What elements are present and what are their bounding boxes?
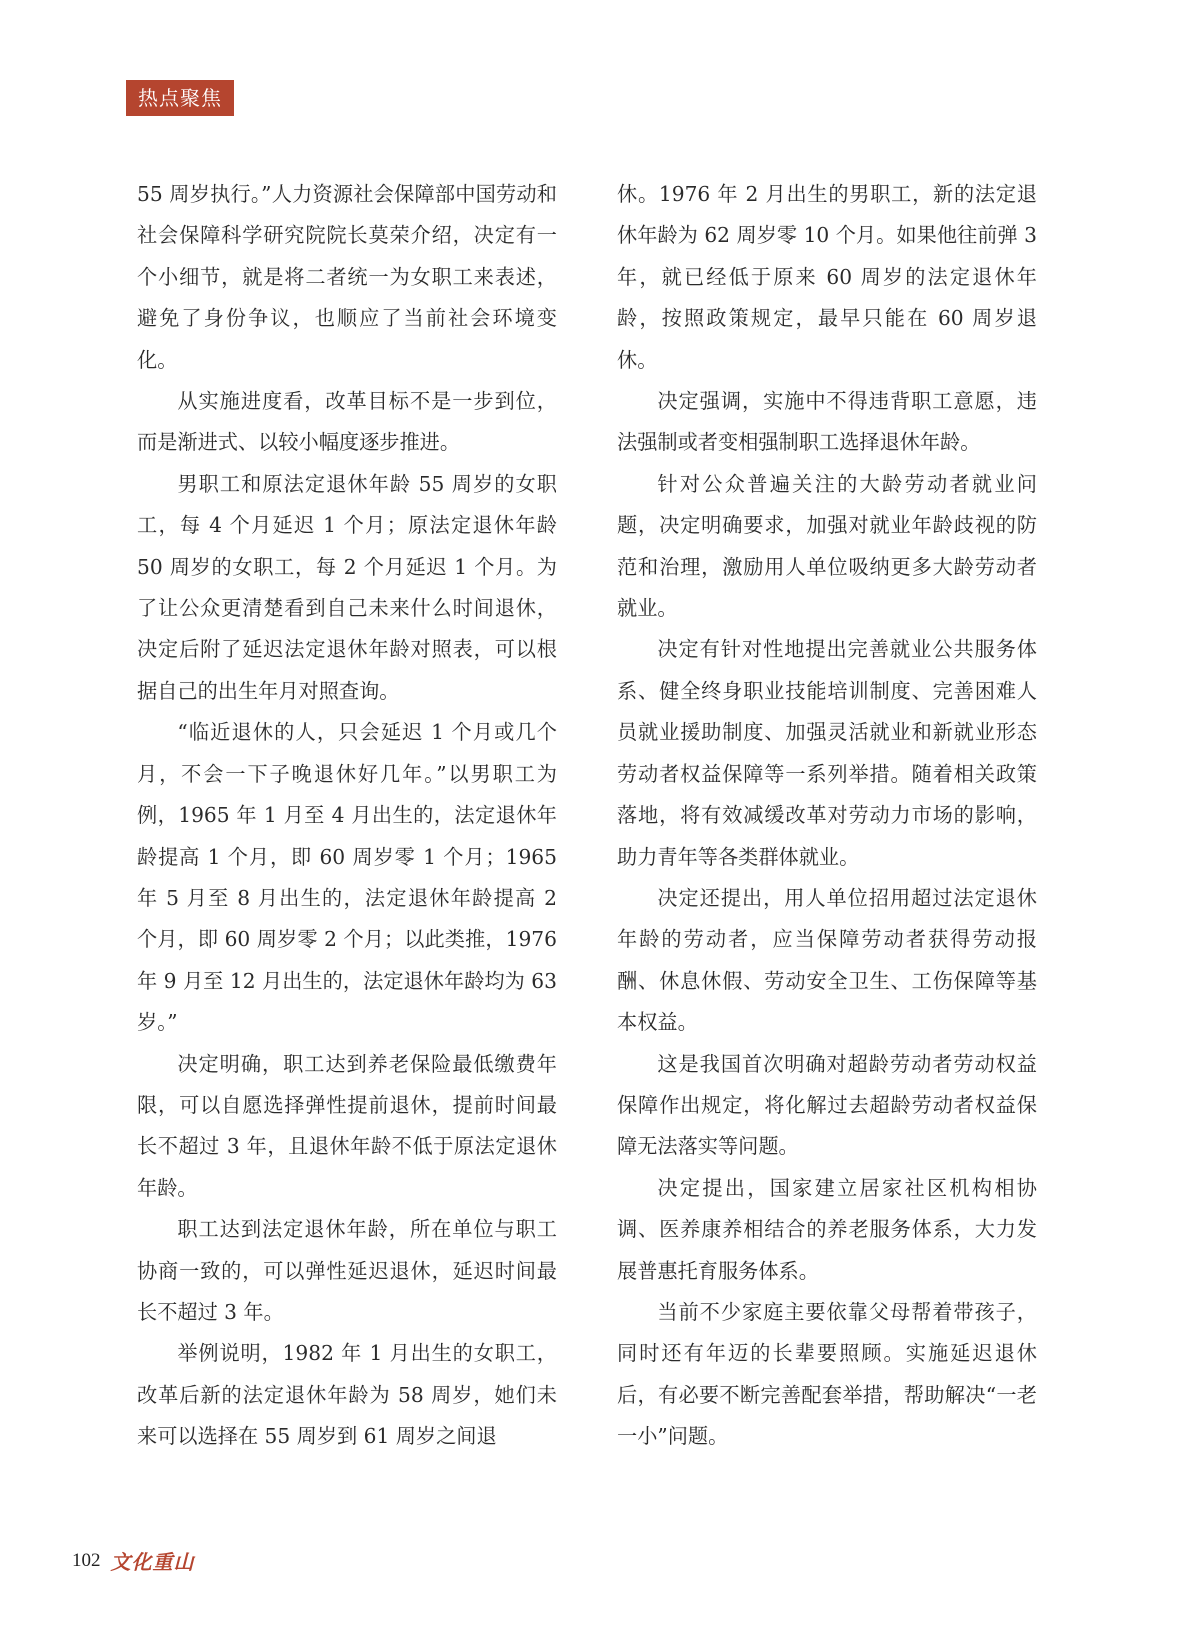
paragraph: 决定明确，职工达到养老保险最低缴费年限，可以自愿选择弹性提前退休，提前时间最长不超过 3 年，且退休年龄不低于原法定退休年龄。	[137, 1051, 557, 1200]
page-number: 102	[72, 1549, 101, 1571]
page-footer	[72, 1546, 195, 1575]
paragraph: 这是我国首次明确对超龄劳动者劳动权益保障作出规定，将化解过去超龄劳动者权益保障无法落实等问题。	[617, 1051, 1037, 1159]
paragraph: “临近退休的人，只会延迟 1 个月或几个月，不会一下子晚退休好几年。”以男职工为例，1965 年 1 月至 4 月出生的，法定退休年龄提高 1 个月，即 60 周岁零 1 个月；1965 年 5 月至 8 月出生的，法定退休年龄提高 2 个月，即 60 周岁零 2 个月；以此类推，1976 年 9 月至 12 月出生的，法定退休年龄均为 63 岁。”	[137, 720, 557, 1035]
left-column	[137, 174, 557, 1458]
paragraph: 职工达到法定退休年龄，所在单位与职工协商一致的，可以弹性延迟退休，延迟时间最长不超过 3 年。	[137, 1217, 557, 1324]
magazine-logo: 文化重山	[110, 1550, 195, 1574]
paragraph: 休。1976 年 2 月出生的男职工，新的法定退休年龄为 62 周岁零 10 个月。如果他往前弹 3 年，就已经低于原来 60 周岁的法定退休年龄，按照政策规定，最早只能在 60 周岁退休。	[617, 182, 1037, 372]
paragraph: 举例说明，1982 年 1 月出生的女职工，改革后新的法定退休年龄为 58 周岁，她们未来可以选择在 55 周岁到 61 周岁之间退	[137, 1341, 557, 1449]
paragraph: 决定强调，实施中不得违背职工意愿，违法强制或者变相强制职工选择退休年龄。	[617, 389, 1037, 455]
section-tag: 热点聚焦	[126, 80, 234, 116]
paragraph: 男职工和原法定退休年龄 55 周岁的女职工，每 4 个月延迟 1 个月；原法定退休年龄 50 周岁的女职工，每 2 个月延迟 1 个月。为了让公众更清楚看到自己未来什么时间退休，决定后附了延迟法定退休年龄对照表，可以根据自己的出生年月对照查询。	[137, 471, 557, 703]
paragraph: 55 周岁执行。”人力资源社会保障部中国劳动和社会保障科学研究院院长莫荣介绍，决定有一个小细节，就是将二者统一为女职工来表述，避免了身份争议，也顺应了当前社会环境变化。	[137, 182, 557, 372]
paragraph: 从实施进度看，改革目标不是一步到位，而是渐进式、以较小幅度逐步推进。	[137, 389, 557, 455]
paragraph: 决定还提出，用人单位招用超过法定退休年龄的劳动者，应当保障劳动者获得劳动报酬、休息休假、劳动安全卫生、工伤保障等基本权益。	[617, 885, 1037, 1035]
right-column	[617, 174, 1037, 1458]
paragraph: 针对公众普遍关注的大龄劳动者就业问题，决定明确要求，加强对就业年龄歧视的防范和治理，激励用人单位吸纳更多大龄劳动者就业。	[617, 471, 1037, 621]
paragraph: 决定提出，国家建立居家社区机构相协调、医养康养相结合的养老服务体系，大力发展普惠托育服务体系。	[617, 1175, 1037, 1283]
paragraph: 当前不少家庭主要依靠父母帮着带孩子，同时还有年迈的长辈要照顾。实施延迟退休后，有必要不断完善配套举措，帮助解决“一老一小”问题。	[617, 1299, 1037, 1449]
paragraph: 决定有针对性地提出完善就业公共服务体系、健全终身职业技能培训制度、完善困难人员就业援助制度、加强灵活就业和新就业形态劳动者权益保障等一系列举措。随着相关政策落地，将有效减缓改革对劳动力市场的影响，助力青年等各类群体就业。	[617, 637, 1037, 869]
